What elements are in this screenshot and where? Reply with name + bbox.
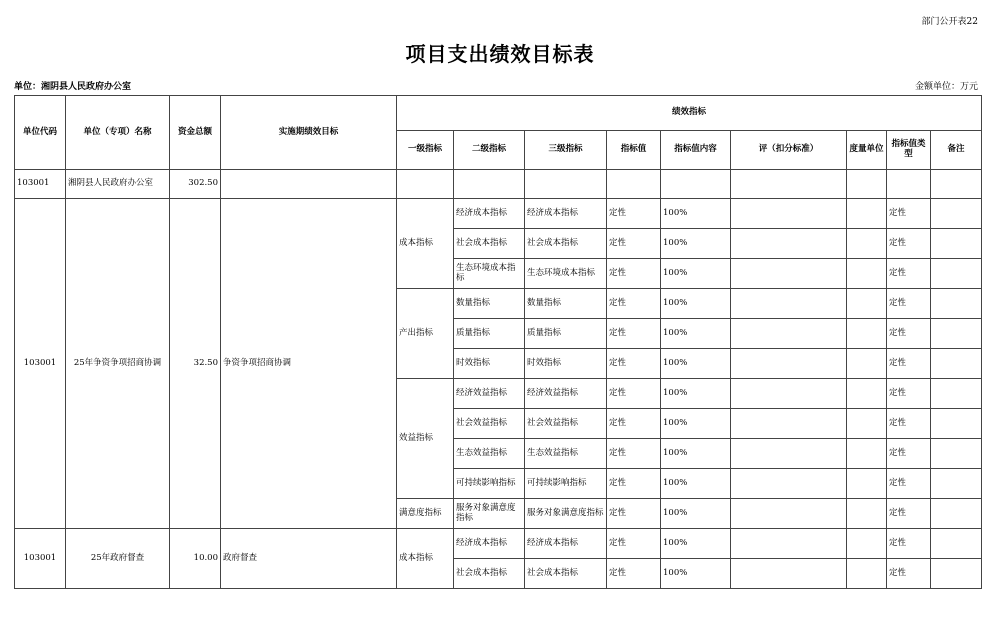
amount-unit-label: 金额单位：万元 bbox=[914, 82, 978, 92]
content-cell: 100% bbox=[661, 199, 731, 229]
content-cell: 100% bbox=[661, 469, 731, 499]
project-goal: 政府督查 bbox=[221, 529, 397, 589]
measure-unit-cell bbox=[847, 529, 887, 559]
value-cell: 定性 bbox=[607, 469, 661, 499]
eval-cell bbox=[731, 439, 847, 469]
eval-cell bbox=[731, 229, 847, 259]
level2-cell: 生态效益指标 bbox=[454, 439, 525, 469]
remark-cell bbox=[931, 409, 982, 439]
level2-cell: 生态环境成本指标 bbox=[454, 259, 525, 289]
value-type-cell: 定性 bbox=[887, 469, 931, 499]
measure-unit-cell bbox=[847, 199, 887, 229]
value-type-cell: 定性 bbox=[887, 349, 931, 379]
level3-cell: 质量指标 bbox=[525, 319, 607, 349]
measure-unit-cell bbox=[847, 259, 887, 289]
summary-code: 103001 bbox=[15, 170, 66, 199]
value-cell: 定性 bbox=[607, 409, 661, 439]
header-level1: 一级指标 bbox=[397, 131, 454, 170]
header-remark: 备注 bbox=[931, 131, 982, 170]
level3-cell: 可持续影响指标 bbox=[525, 469, 607, 499]
measure-unit-cell bbox=[847, 289, 887, 319]
header-total-funds: 资金总额 bbox=[170, 96, 221, 170]
header-level3: 三级指标 bbox=[525, 131, 607, 170]
remark-cell bbox=[931, 379, 982, 409]
value-cell: 定性 bbox=[607, 499, 661, 529]
remark-cell bbox=[931, 559, 982, 589]
value-cell: 定性 bbox=[607, 379, 661, 409]
content-cell: 100% bbox=[661, 529, 731, 559]
measure-unit-cell bbox=[847, 469, 887, 499]
eval-cell bbox=[731, 199, 847, 229]
value-type-cell: 定性 bbox=[887, 289, 931, 319]
project-goal: 争资争项招商协调 bbox=[221, 199, 397, 529]
measure-unit-cell bbox=[847, 229, 887, 259]
remark-cell bbox=[931, 199, 982, 229]
content-cell: 100% bbox=[661, 289, 731, 319]
level3-cell: 社会成本指标 bbox=[525, 559, 607, 589]
measure-unit-cell bbox=[847, 439, 887, 469]
content-cell: 100% bbox=[661, 259, 731, 289]
content-cell: 100% bbox=[661, 349, 731, 379]
summary-amount: 302.50 bbox=[170, 170, 221, 199]
eval-cell bbox=[731, 409, 847, 439]
header-content: 指标值内容 bbox=[661, 131, 731, 170]
level3-cell: 生态效益指标 bbox=[525, 439, 607, 469]
value-cell: 定性 bbox=[607, 289, 661, 319]
value-type-cell: 定性 bbox=[887, 439, 931, 469]
remark-cell bbox=[931, 289, 982, 319]
project-code: 103001 bbox=[15, 199, 66, 529]
value-cell: 定性 bbox=[607, 529, 661, 559]
level3-cell: 服务对象满意度指标 bbox=[525, 499, 607, 529]
remark-cell bbox=[931, 349, 982, 379]
eval-cell bbox=[731, 259, 847, 289]
project-amount: 10.00 bbox=[170, 529, 221, 589]
value-cell: 定性 bbox=[607, 349, 661, 379]
level2-cell: 社会成本指标 bbox=[454, 229, 525, 259]
level2-cell: 经济成本指标 bbox=[454, 529, 525, 559]
level3-cell: 数量指标 bbox=[525, 289, 607, 319]
level2-cell: 社会成本指标 bbox=[454, 559, 525, 589]
measure-unit-cell bbox=[847, 559, 887, 589]
level2-cell: 服务对象满意度指标 bbox=[454, 499, 525, 529]
eval-cell bbox=[731, 379, 847, 409]
remark-cell bbox=[931, 439, 982, 469]
eval-cell bbox=[731, 469, 847, 499]
measure-unit-cell bbox=[847, 349, 887, 379]
remark-cell bbox=[931, 469, 982, 499]
value-type-cell: 定性 bbox=[887, 409, 931, 439]
eval-cell bbox=[731, 289, 847, 319]
measure-unit-cell bbox=[847, 409, 887, 439]
eval-cell bbox=[731, 349, 847, 379]
measure-unit-cell bbox=[847, 499, 887, 529]
value-cell: 定性 bbox=[607, 319, 661, 349]
level3-cell: 经济成本指标 bbox=[525, 199, 607, 229]
value-type-cell: 定性 bbox=[887, 229, 931, 259]
value-cell: 定性 bbox=[607, 439, 661, 469]
value-type-cell: 定性 bbox=[887, 199, 931, 229]
content-cell: 100% bbox=[661, 559, 731, 589]
level2-cell: 数量指标 bbox=[454, 289, 525, 319]
measure-unit-cell bbox=[847, 379, 887, 409]
summary-name: 湘阴县人民政府办公室 bbox=[66, 170, 170, 199]
level3-cell: 社会效益指标 bbox=[525, 409, 607, 439]
remark-cell bbox=[931, 499, 982, 529]
performance-table bbox=[14, 95, 982, 589]
header-value-type: 指标值类型 bbox=[887, 131, 931, 170]
header-measure-unit: 度量单位 bbox=[847, 131, 887, 170]
content-cell: 100% bbox=[661, 319, 731, 349]
page-title: 项目支出绩效目标表 bbox=[405, 42, 595, 66]
remark-cell bbox=[931, 319, 982, 349]
value-type-cell: 定性 bbox=[887, 319, 931, 349]
level2-cell: 时效指标 bbox=[454, 349, 525, 379]
level2-cell: 可持续影响指标 bbox=[454, 469, 525, 499]
content-cell: 100% bbox=[661, 409, 731, 439]
measure-unit-cell bbox=[847, 319, 887, 349]
level2-cell: 社会效益指标 bbox=[454, 409, 525, 439]
level3-cell: 生态环境成本指标 bbox=[525, 259, 607, 289]
level1-cell: 效益指标 bbox=[397, 379, 454, 499]
level3-cell: 经济成本指标 bbox=[525, 529, 607, 559]
header-level2: 二级指标 bbox=[454, 131, 525, 170]
eval-cell bbox=[731, 319, 847, 349]
content-cell: 100% bbox=[661, 229, 731, 259]
level3-cell: 社会成本指标 bbox=[525, 229, 607, 259]
content-cell: 100% bbox=[661, 499, 731, 529]
remark-cell bbox=[931, 229, 982, 259]
project-name: 25年政府督查 bbox=[66, 529, 170, 589]
header-performance: 绩效指标 bbox=[397, 96, 982, 131]
header-goal: 实施期绩效目标 bbox=[221, 96, 397, 170]
summary-row bbox=[15, 170, 982, 199]
level3-cell: 经济效益指标 bbox=[525, 379, 607, 409]
value-type-cell: 定性 bbox=[887, 499, 931, 529]
table-number-label: 部门公开表22 bbox=[921, 17, 978, 27]
header-unit-code: 单位代码 bbox=[15, 96, 66, 170]
unit-label: 单位：湘阴县人民政府办公室 bbox=[14, 82, 132, 92]
level3-cell: 时效指标 bbox=[525, 349, 607, 379]
level1-cell: 产出指标 bbox=[397, 289, 454, 379]
level1-cell: 成本指标 bbox=[397, 199, 454, 289]
project-amount: 32.50 bbox=[170, 199, 221, 529]
value-cell: 定性 bbox=[607, 559, 661, 589]
value-cell: 定性 bbox=[607, 199, 661, 229]
level1-cell: 成本指标 bbox=[397, 529, 454, 589]
eval-cell bbox=[731, 559, 847, 589]
level2-cell: 质量指标 bbox=[454, 319, 525, 349]
project-code: 103001 bbox=[15, 529, 66, 589]
level1-cell: 满意度指标 bbox=[397, 499, 454, 529]
value-type-cell: 定性 bbox=[887, 259, 931, 289]
value-cell: 定性 bbox=[607, 259, 661, 289]
value-type-cell: 定性 bbox=[887, 559, 931, 589]
remark-cell bbox=[931, 259, 982, 289]
header-eval: 评（扣分标准） bbox=[731, 131, 847, 170]
value-type-cell: 定性 bbox=[887, 379, 931, 409]
table-row bbox=[15, 529, 982, 559]
level2-cell: 经济效益指标 bbox=[454, 379, 525, 409]
header-value: 指标值 bbox=[607, 131, 661, 170]
level2-cell: 经济成本指标 bbox=[454, 199, 525, 229]
value-type-cell: 定性 bbox=[887, 529, 931, 559]
project-name: 25年争资争项招商协调 bbox=[66, 199, 170, 529]
header-unit-name: 单位（专项）名称 bbox=[66, 96, 170, 170]
eval-cell bbox=[731, 529, 847, 559]
remark-cell bbox=[931, 529, 982, 559]
value-cell: 定性 bbox=[607, 229, 661, 259]
content-cell: 100% bbox=[661, 379, 731, 409]
eval-cell bbox=[731, 499, 847, 529]
table-row bbox=[15, 199, 982, 229]
content-cell: 100% bbox=[661, 439, 731, 469]
